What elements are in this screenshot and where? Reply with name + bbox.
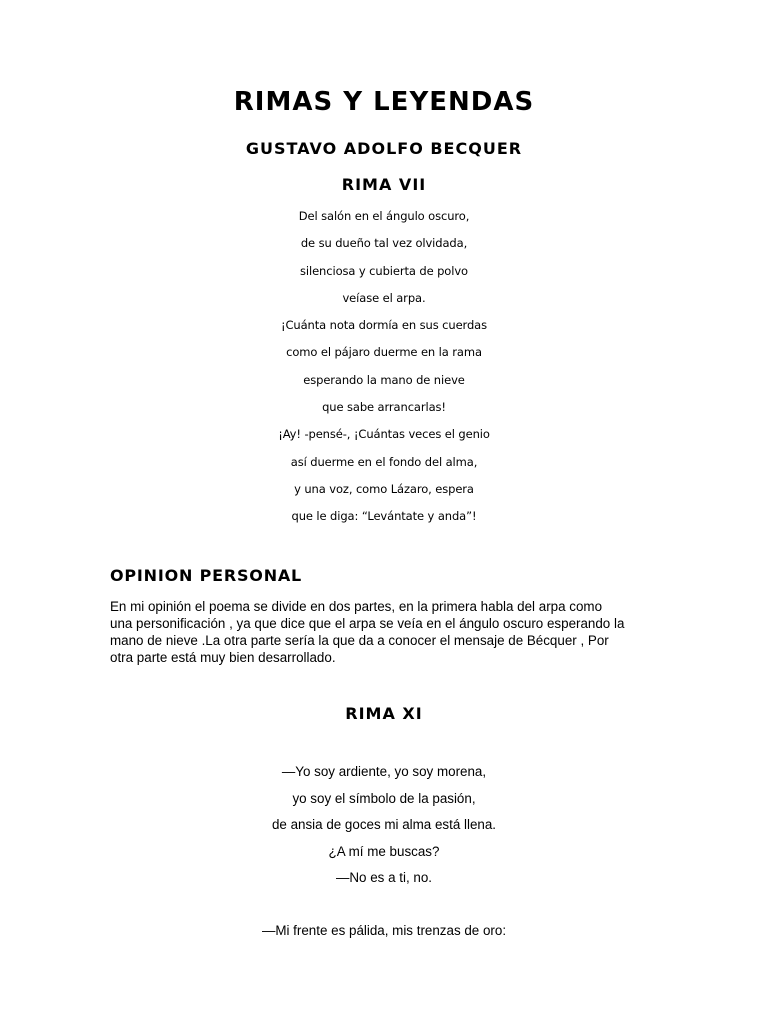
verse-line: y una voz, como Lázaro, espera	[294, 481, 474, 496]
verse-line: ¡Ay! -pensé-, ¡Cuántas veces el genio	[278, 427, 490, 442]
opinion-paragraph	[110, 598, 670, 666]
verse-line: Del salón en el ángulo oscuro,	[298, 209, 470, 223]
verse-line: —No es a ti, no.	[335, 870, 432, 885]
document-title: RIMAS Y LEYENDAS	[233, 87, 535, 117]
paragraph-line: una personificación , ya que dice que el arpa se veía en el ángulo oscuro esperando la	[110, 616, 625, 631]
verse-line: como el pájaro duerme en la rama	[286, 345, 482, 360]
paragraph-line: otra parte está muy bien desarrollado.	[110, 650, 336, 665]
verse-line: veíase el arpa.	[342, 290, 426, 305]
verse-line: así duerme en el fondo del alma,	[290, 454, 478, 469]
verse-line: de su dueño tal vez olvidada,	[300, 236, 468, 251]
verse-line: yo soy el símbolo de la pasión,	[292, 790, 476, 806]
verse-line: que sabe arrancarlas!	[322, 400, 446, 415]
verse-line: de ansia de goces mi alma está llena.	[271, 817, 497, 832]
verse-line: silenciosa y cubierta de polvo	[300, 263, 468, 278]
rima-xi-verses	[0, 763, 768, 948]
verse-line: —Yo soy ardiente, yo soy morena,	[281, 764, 487, 779]
document-author: GUSTAVO ADOLFO BECQUER	[245, 139, 523, 158]
verse-line: ¿A mí me buscas?	[328, 843, 440, 859]
verse-line: que le diga: “Levántate y anda”!	[291, 509, 477, 524]
rima-vii-verses	[0, 207, 768, 535]
paragraph-line: En mi opinión el poema se divide en dos partes, en la primera habla del arpa como	[110, 599, 603, 614]
paragraph-line: mano de nieve .La otra parte sería la que da a conocer el mensaje de Bécquer , Por	[110, 633, 609, 648]
rima-xi-heading: RIMA XI	[345, 704, 423, 723]
opinion-heading: OPINION PERSONAL	[110, 566, 303, 585]
rima-vii-heading: RIMA VII	[341, 175, 427, 194]
verse-line: —Mi frente es pálida, mis trenzas de oro:	[261, 922, 507, 938]
verse-line: esperando la mano de nieve	[303, 372, 465, 387]
verse-line: ¡Cuánta nota dormía en sus cuerdas	[280, 318, 488, 333]
